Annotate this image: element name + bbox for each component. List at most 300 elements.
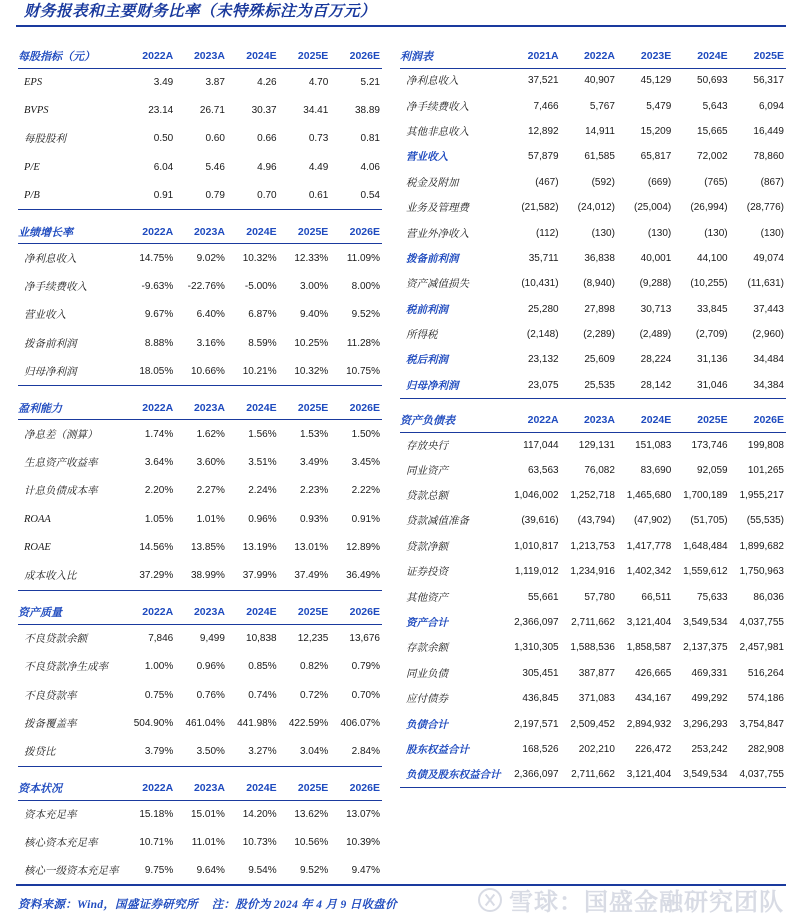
row-value-1: (467) xyxy=(535,176,559,188)
section-header-row-capital-status xyxy=(18,776,382,800)
row-value-3: 0.74% xyxy=(248,689,277,701)
row-value-5: 4,037,755 xyxy=(739,617,784,628)
table-row xyxy=(18,244,382,272)
row-value-2: (8,940) xyxy=(583,278,615,290)
row-value-3: 10.73% xyxy=(242,837,277,849)
row-value-4: 37.49% xyxy=(279,562,331,590)
section-header-row-asset-quality xyxy=(18,600,382,624)
row-value-2: 1.01% xyxy=(196,513,225,525)
row-label: 核心资本充足率 xyxy=(24,838,98,850)
section-header-row-per-share-indicators xyxy=(18,44,382,68)
row-value-1: 3.64% xyxy=(144,456,174,468)
row-value-2: 0.60 xyxy=(205,133,225,145)
right-column xyxy=(392,44,800,886)
row-label: ROAE xyxy=(24,542,51,554)
row-value-2: 76,082 xyxy=(584,464,615,476)
row-value-5: 11.28% xyxy=(346,337,380,349)
row-value-4: 3,296,293 xyxy=(683,718,728,730)
table-row xyxy=(18,329,382,357)
row-label: 存款余额 xyxy=(406,643,448,655)
row-value-1: 1.05% xyxy=(144,513,174,525)
column-header-1: 2022A xyxy=(124,396,176,420)
row-label: 证券投资 xyxy=(406,567,448,579)
row-value-5: 16,449 xyxy=(753,125,784,137)
row-value-4: 9.40% xyxy=(299,309,329,321)
row-value-3: 4.26 xyxy=(257,76,277,88)
row-value-2: 202,210 xyxy=(578,743,615,755)
row-value-3: 3,121,404 xyxy=(626,617,672,628)
column-header-3: 2023E xyxy=(617,44,673,68)
section-header-row-balance-sheet xyxy=(400,408,786,432)
row-label: 归母净利润 xyxy=(400,373,504,398)
row-value-5: 0.81 xyxy=(360,133,380,145)
row-value-3: 3,121,404 xyxy=(617,762,673,787)
row-value-5: 10.39% xyxy=(346,837,380,849)
watermark-text: 雪球：国盛金融研究团队 xyxy=(509,888,784,916)
row-value-5: 3,754,847 xyxy=(739,718,784,730)
column-header-3: 2024E xyxy=(227,220,279,244)
row-value-1: 35,711 xyxy=(528,252,559,264)
row-value-3: 4.96 xyxy=(257,161,277,173)
table-row xyxy=(400,737,786,762)
row-value-3: 1,402,342 xyxy=(626,566,672,578)
row-value-1: 504.90% xyxy=(133,718,174,730)
row-value-5: 6,094 xyxy=(758,100,784,112)
footer xyxy=(18,890,778,918)
row-label: 税后利润 xyxy=(406,355,448,367)
row-value-5: 1,899,682 xyxy=(739,540,784,552)
column-header-4: 2025E xyxy=(279,600,331,624)
row-value-4: 33,845 xyxy=(697,303,728,315)
table-row xyxy=(400,170,786,195)
row-label: 资产减值损失 xyxy=(406,279,469,291)
row-value-1: 55,661 xyxy=(527,591,559,603)
row-value-4: 31,046 xyxy=(673,373,729,398)
row-value-2: 1,213,753 xyxy=(570,540,615,552)
table-row xyxy=(18,182,382,210)
section-spacer xyxy=(18,590,382,600)
row-label: 营业收入 xyxy=(24,310,66,322)
row-value-5: 0.91% xyxy=(351,513,380,525)
row-value-1: 63,563 xyxy=(527,464,559,476)
column-header-5: 2026E xyxy=(730,408,786,432)
row-value-4: 253,242 xyxy=(691,743,728,755)
row-label: 净利息收入 xyxy=(24,253,77,265)
row-value-3: 13.19% xyxy=(242,542,277,554)
row-value-4: 9.52% xyxy=(279,857,331,885)
row-value-4: 44,100 xyxy=(697,252,728,264)
row-value-4: 422.59% xyxy=(288,718,329,730)
spacer-cell xyxy=(18,590,382,600)
table-row xyxy=(18,681,382,709)
section-header-row-growth-rate xyxy=(18,220,382,244)
row-value-5: (28,776) xyxy=(746,202,784,214)
section-spacer xyxy=(400,398,786,408)
spacer-cell xyxy=(18,386,382,396)
row-value-4: 10.25% xyxy=(294,337,329,349)
row-value-3: 226,472 xyxy=(635,743,672,755)
row-label: 成本收入比 xyxy=(18,562,124,590)
row-value-1: 10.71% xyxy=(139,837,174,849)
row-value-2: 3.50% xyxy=(175,738,227,766)
row-value-5: 8.00% xyxy=(351,281,380,293)
row-value-2: (592) xyxy=(591,176,615,188)
table-row xyxy=(400,297,786,322)
row-value-1: 1,119,012 xyxy=(514,566,559,578)
row-value-1: 0.75% xyxy=(144,689,174,701)
row-value-2: 2,711,662 xyxy=(561,762,617,787)
row-value-4: 12,235 xyxy=(297,633,329,645)
row-value-4: 173,746 xyxy=(691,439,728,451)
row-value-4: 0.93% xyxy=(299,513,329,525)
row-value-2: (24,012) xyxy=(577,202,615,214)
row-value-1: 7,846 xyxy=(148,633,174,645)
column-header-5: 2026E xyxy=(330,44,382,68)
column-header-2: 2022A xyxy=(561,44,617,68)
table-row xyxy=(18,505,382,533)
row-value-5: 34,484 xyxy=(753,354,784,366)
row-value-2: 0.79 xyxy=(175,182,227,210)
row-value-5: 3.45% xyxy=(351,456,380,468)
row-value-5: (130) xyxy=(760,227,784,239)
row-value-1: (10,431) xyxy=(521,278,559,290)
row-value-4: (765) xyxy=(704,176,728,188)
row-value-3: 66,511 xyxy=(641,591,672,603)
row-value-2: 129,131 xyxy=(578,439,615,451)
row-value-1: 1,046,002 xyxy=(514,490,559,502)
row-value-1: 14.75% xyxy=(139,252,174,264)
column-header-1: 2022A xyxy=(124,44,176,68)
row-value-4: (26,994) xyxy=(690,202,728,214)
row-value-3: 28,142 xyxy=(617,373,673,398)
row-value-3: 0.70 xyxy=(227,182,279,210)
row-value-1: 9.75% xyxy=(124,857,176,885)
row-value-1: 15.18% xyxy=(139,809,174,821)
row-value-2: 40,907 xyxy=(584,75,615,87)
row-value-1: 117,044 xyxy=(523,439,559,451)
row-value-3: 10.32% xyxy=(242,252,277,264)
table-row xyxy=(400,68,786,93)
row-label: 核心一级资本充足率 xyxy=(18,857,124,885)
row-value-4: 50,693 xyxy=(697,75,728,87)
column-header-2: 2023A xyxy=(175,776,227,800)
row-label: 同业资产 xyxy=(406,465,448,477)
table-row xyxy=(18,301,382,329)
row-value-4: 0.82% xyxy=(299,661,329,673)
row-label: 不良贷款净生成率 xyxy=(24,662,108,674)
footer-divider xyxy=(16,884,786,886)
footer-source: 资料来源：Wind，国盛证券研究所 xyxy=(18,899,198,911)
row-value-1: 8.88% xyxy=(144,337,174,349)
table-row xyxy=(18,477,382,505)
row-value-4: (51,705) xyxy=(690,515,728,527)
row-label: 同业负债 xyxy=(406,668,448,680)
row-label: 营业收入 xyxy=(406,152,448,164)
row-value-5: 12.89% xyxy=(346,542,380,554)
row-value-2: 0.76% xyxy=(196,689,225,701)
row-value-2: 57,780 xyxy=(584,591,615,603)
row-value-1: 168,526 xyxy=(522,743,559,755)
row-value-5: 2,457,981 xyxy=(739,642,784,654)
row-value-4: 1,648,484 xyxy=(683,540,728,552)
row-value-1: 2,197,571 xyxy=(514,718,559,730)
table-row xyxy=(400,559,786,584)
row-value-3: 14.20% xyxy=(242,809,277,821)
row-label: 营业外净收入 xyxy=(406,228,469,240)
row-value-4: 0.61 xyxy=(279,182,331,210)
row-value-2: 15.01% xyxy=(191,809,225,821)
row-value-1: (2,148) xyxy=(526,329,559,341)
row-value-4: 34.41 xyxy=(303,105,329,117)
column-header-5: 2026E xyxy=(330,220,382,244)
row-value-3: 10.21% xyxy=(227,358,279,386)
row-label: 税金及附加 xyxy=(406,177,459,189)
row-value-4: 4.70 xyxy=(308,76,329,88)
row-value-5: 4.06 xyxy=(360,161,380,173)
table-row xyxy=(18,358,382,386)
row-value-2: 10.66% xyxy=(175,358,227,386)
row-value-4: 1,700,189 xyxy=(683,490,728,502)
row-value-1: 3.79% xyxy=(124,738,176,766)
column-header-5: 2026E xyxy=(330,396,382,420)
section-spacer xyxy=(18,386,382,396)
row-value-2: 1,252,718 xyxy=(570,490,615,502)
row-value-3: 9.54% xyxy=(227,857,279,885)
column-header-3: 2024E xyxy=(227,44,279,68)
table-row xyxy=(400,144,786,169)
row-value-1: 23,132 xyxy=(527,354,559,366)
row-value-4: 13.62% xyxy=(294,809,329,821)
row-value-2: 27,898 xyxy=(584,303,615,315)
row-value-5: 78,860 xyxy=(753,151,784,163)
row-value-4: 3.00% xyxy=(299,281,329,293)
row-label: 应付债券 xyxy=(406,694,448,706)
row-value-2: 2,509,452 xyxy=(570,718,615,730)
table-row xyxy=(400,271,786,296)
row-value-3: 40,001 xyxy=(640,252,672,264)
table-row xyxy=(18,420,382,448)
row-value-5: 10.75% xyxy=(330,358,382,386)
row-value-3: 15,209 xyxy=(640,125,672,137)
section-title-income-statement: 利润表 xyxy=(400,44,504,68)
table-row xyxy=(18,125,382,153)
column-header-5: 2026E xyxy=(330,600,382,624)
row-value-3: 426,665 xyxy=(635,667,672,679)
table-row xyxy=(400,584,786,609)
row-value-4: 2,137,375 xyxy=(683,642,728,654)
row-label: 不良贷款余额 xyxy=(24,634,87,646)
row-value-2: 1,234,916 xyxy=(570,566,615,578)
row-value-2: 2.27% xyxy=(196,485,225,497)
row-value-1: 0.50 xyxy=(153,133,174,145)
row-value-4: 75,633 xyxy=(697,591,728,603)
row-value-1: 18.05% xyxy=(124,358,176,386)
row-value-3: 0.96% xyxy=(248,513,277,525)
row-value-2: 5,767 xyxy=(589,100,615,112)
row-value-4: (10,255) xyxy=(690,278,728,290)
row-value-2: 6.40% xyxy=(196,309,225,321)
column-header-1: 2022A xyxy=(504,408,560,432)
table-row xyxy=(400,93,786,118)
row-label: 存放央行 xyxy=(406,440,448,452)
row-label: 贷款总额 xyxy=(406,491,448,503)
row-value-5: 1,955,217 xyxy=(739,490,784,502)
column-header-1: 2022A xyxy=(124,220,176,244)
row-value-5: 11.09% xyxy=(346,252,380,264)
row-label: 资产合计 xyxy=(406,618,448,629)
table-row xyxy=(400,711,786,736)
row-label: 净手续费收入 xyxy=(406,101,469,113)
table-row xyxy=(18,96,382,124)
row-value-2: 0.96% xyxy=(196,661,225,673)
row-value-3: 0.66 xyxy=(257,133,277,145)
row-value-4: 3,549,534 xyxy=(673,762,729,787)
row-label: BVPS xyxy=(24,105,49,117)
row-value-1: 1.74% xyxy=(144,428,174,440)
row-value-1: 12,892 xyxy=(527,125,559,137)
row-value-5: 0.79% xyxy=(351,661,380,673)
row-value-1: 0.91 xyxy=(124,182,176,210)
row-value-3: 1,858,587 xyxy=(626,642,672,654)
row-value-4: 13.01% xyxy=(294,542,329,554)
row-value-3: 65,817 xyxy=(640,151,672,163)
row-label: 每股股利 xyxy=(24,134,66,146)
row-value-5: (867) xyxy=(760,176,784,188)
row-label: 税前利润 xyxy=(406,304,448,316)
row-label: EPS xyxy=(24,76,43,88)
row-value-2: 38.99% xyxy=(175,562,227,590)
column-header-1: 2021A xyxy=(504,44,560,68)
row-value-3: -5.00% xyxy=(244,281,277,293)
row-label: 股东权益合计 xyxy=(406,744,469,756)
row-value-5: 5.21 xyxy=(360,76,380,88)
row-value-5: 1,750,963 xyxy=(739,566,784,578)
row-value-5: 56,317 xyxy=(753,75,784,87)
row-value-5: 9.47% xyxy=(330,857,382,885)
row-value-5: 0.70% xyxy=(351,689,380,701)
row-value-3: 6.87% xyxy=(248,309,277,321)
footer-note: 注：股价为 2024 年 4 月 9 日收盘价 xyxy=(211,899,397,911)
column-header-1: 2022A xyxy=(124,776,176,800)
row-label: 负债合计 xyxy=(406,719,448,731)
row-value-1: 2.20% xyxy=(144,485,174,497)
row-value-1: 436,845 xyxy=(522,693,559,705)
row-label: ROAA xyxy=(24,513,51,525)
row-value-4: 31,136 xyxy=(697,354,728,366)
row-value-3: 37.99% xyxy=(227,562,279,590)
row-value-3: 151,083 xyxy=(635,439,672,451)
row-label: 其他非息收入 xyxy=(406,126,469,138)
row-label: 负债及股东权益合计 xyxy=(400,762,504,787)
table-row xyxy=(18,448,382,476)
row-value-4: 10.32% xyxy=(279,358,331,386)
row-value-1: 23,075 xyxy=(504,373,560,398)
row-value-1: 1,310,305 xyxy=(514,642,559,654)
row-value-1: 57,879 xyxy=(527,151,559,163)
column-header-5: 2026E xyxy=(330,776,382,800)
table-row xyxy=(400,220,786,245)
table-row xyxy=(400,195,786,220)
spacer-cell xyxy=(400,398,786,408)
row-value-3: (130) xyxy=(647,227,672,239)
row-value-1: 6.04 xyxy=(153,161,174,173)
table-row xyxy=(400,610,786,635)
table-row xyxy=(18,68,382,96)
row-label: 生息资产收益率 xyxy=(24,457,98,469)
row-value-4: 4.49 xyxy=(308,161,329,173)
right-financial-table xyxy=(400,44,786,788)
row-value-5: 86,036 xyxy=(753,591,784,603)
row-label: 不良贷款率 xyxy=(24,690,77,702)
section-title-balance-sheet: 资产负债表 xyxy=(400,408,504,432)
row-label: 归母净利润 xyxy=(18,358,124,386)
row-value-5: 574,186 xyxy=(747,693,784,705)
section-header-row-profitability xyxy=(18,396,382,420)
row-value-5: 2.84% xyxy=(330,738,382,766)
row-value-5: 37,443 xyxy=(753,303,784,315)
row-value-3: 83,690 xyxy=(640,464,672,476)
row-label: 所得税 xyxy=(406,330,438,342)
row-value-1: 37,521 xyxy=(527,75,559,87)
row-value-2: 2,711,662 xyxy=(571,617,615,628)
spacer-cell xyxy=(18,210,382,220)
section-title-per-share-indicators: 每股指标（元） xyxy=(18,44,124,68)
row-value-1: 14.56% xyxy=(139,542,174,554)
section-title-capital-status: 资本状况 xyxy=(18,776,124,800)
section-title-growth-rate: 业绩增长率 xyxy=(18,220,124,244)
row-value-4: (2,709) xyxy=(695,329,728,341)
page-title: 财务报表和主要财务比率（未特殊标注为百万元） xyxy=(24,3,377,20)
row-value-4: 3.04% xyxy=(279,738,331,766)
table-row xyxy=(18,829,382,857)
row-value-3: 8.59% xyxy=(248,337,277,349)
row-value-3: 2.24% xyxy=(248,485,277,497)
row-value-4: 12.33% xyxy=(294,252,329,264)
row-label: 业务及管理费 xyxy=(406,203,469,215)
row-value-4: 0.72% xyxy=(299,689,329,701)
row-value-2: 13.85% xyxy=(191,542,225,554)
table-row xyxy=(18,533,382,561)
row-value-2: 14,911 xyxy=(585,125,615,137)
row-label: 拨备前利润 xyxy=(406,253,459,265)
table-row xyxy=(18,153,382,181)
column-header-3: 2024E xyxy=(227,396,279,420)
row-value-2: 25,609 xyxy=(584,354,615,366)
row-value-1: 1,010,817 xyxy=(514,540,559,552)
row-value-3: (2,489) xyxy=(639,329,672,341)
row-value-5: (55,535) xyxy=(746,515,784,527)
table-row xyxy=(400,322,786,347)
row-value-4: 10.56% xyxy=(294,837,329,849)
row-value-5: 49,074 xyxy=(753,252,784,264)
row-value-2: 25,535 xyxy=(561,373,617,398)
row-value-3: 441.98% xyxy=(237,718,277,730)
row-value-1: 37.29% xyxy=(124,562,176,590)
row-value-3: (669) xyxy=(647,176,672,188)
column-header-2: 2023A xyxy=(561,408,617,432)
row-value-2: 3.87 xyxy=(205,76,225,88)
row-label: 贷款减值准备 xyxy=(406,516,469,528)
row-value-5: 1.50% xyxy=(351,428,380,440)
row-value-4: 15,665 xyxy=(697,125,728,137)
row-value-1: -9.63% xyxy=(141,281,174,293)
row-value-2: 1,588,536 xyxy=(570,642,615,654)
row-value-2: 11.01% xyxy=(191,837,225,849)
row-value-4: 499,292 xyxy=(691,693,728,705)
row-value-2: 3.16% xyxy=(196,337,225,349)
row-value-1: 23.14 xyxy=(148,105,174,117)
row-value-1: 9.67% xyxy=(144,309,174,321)
